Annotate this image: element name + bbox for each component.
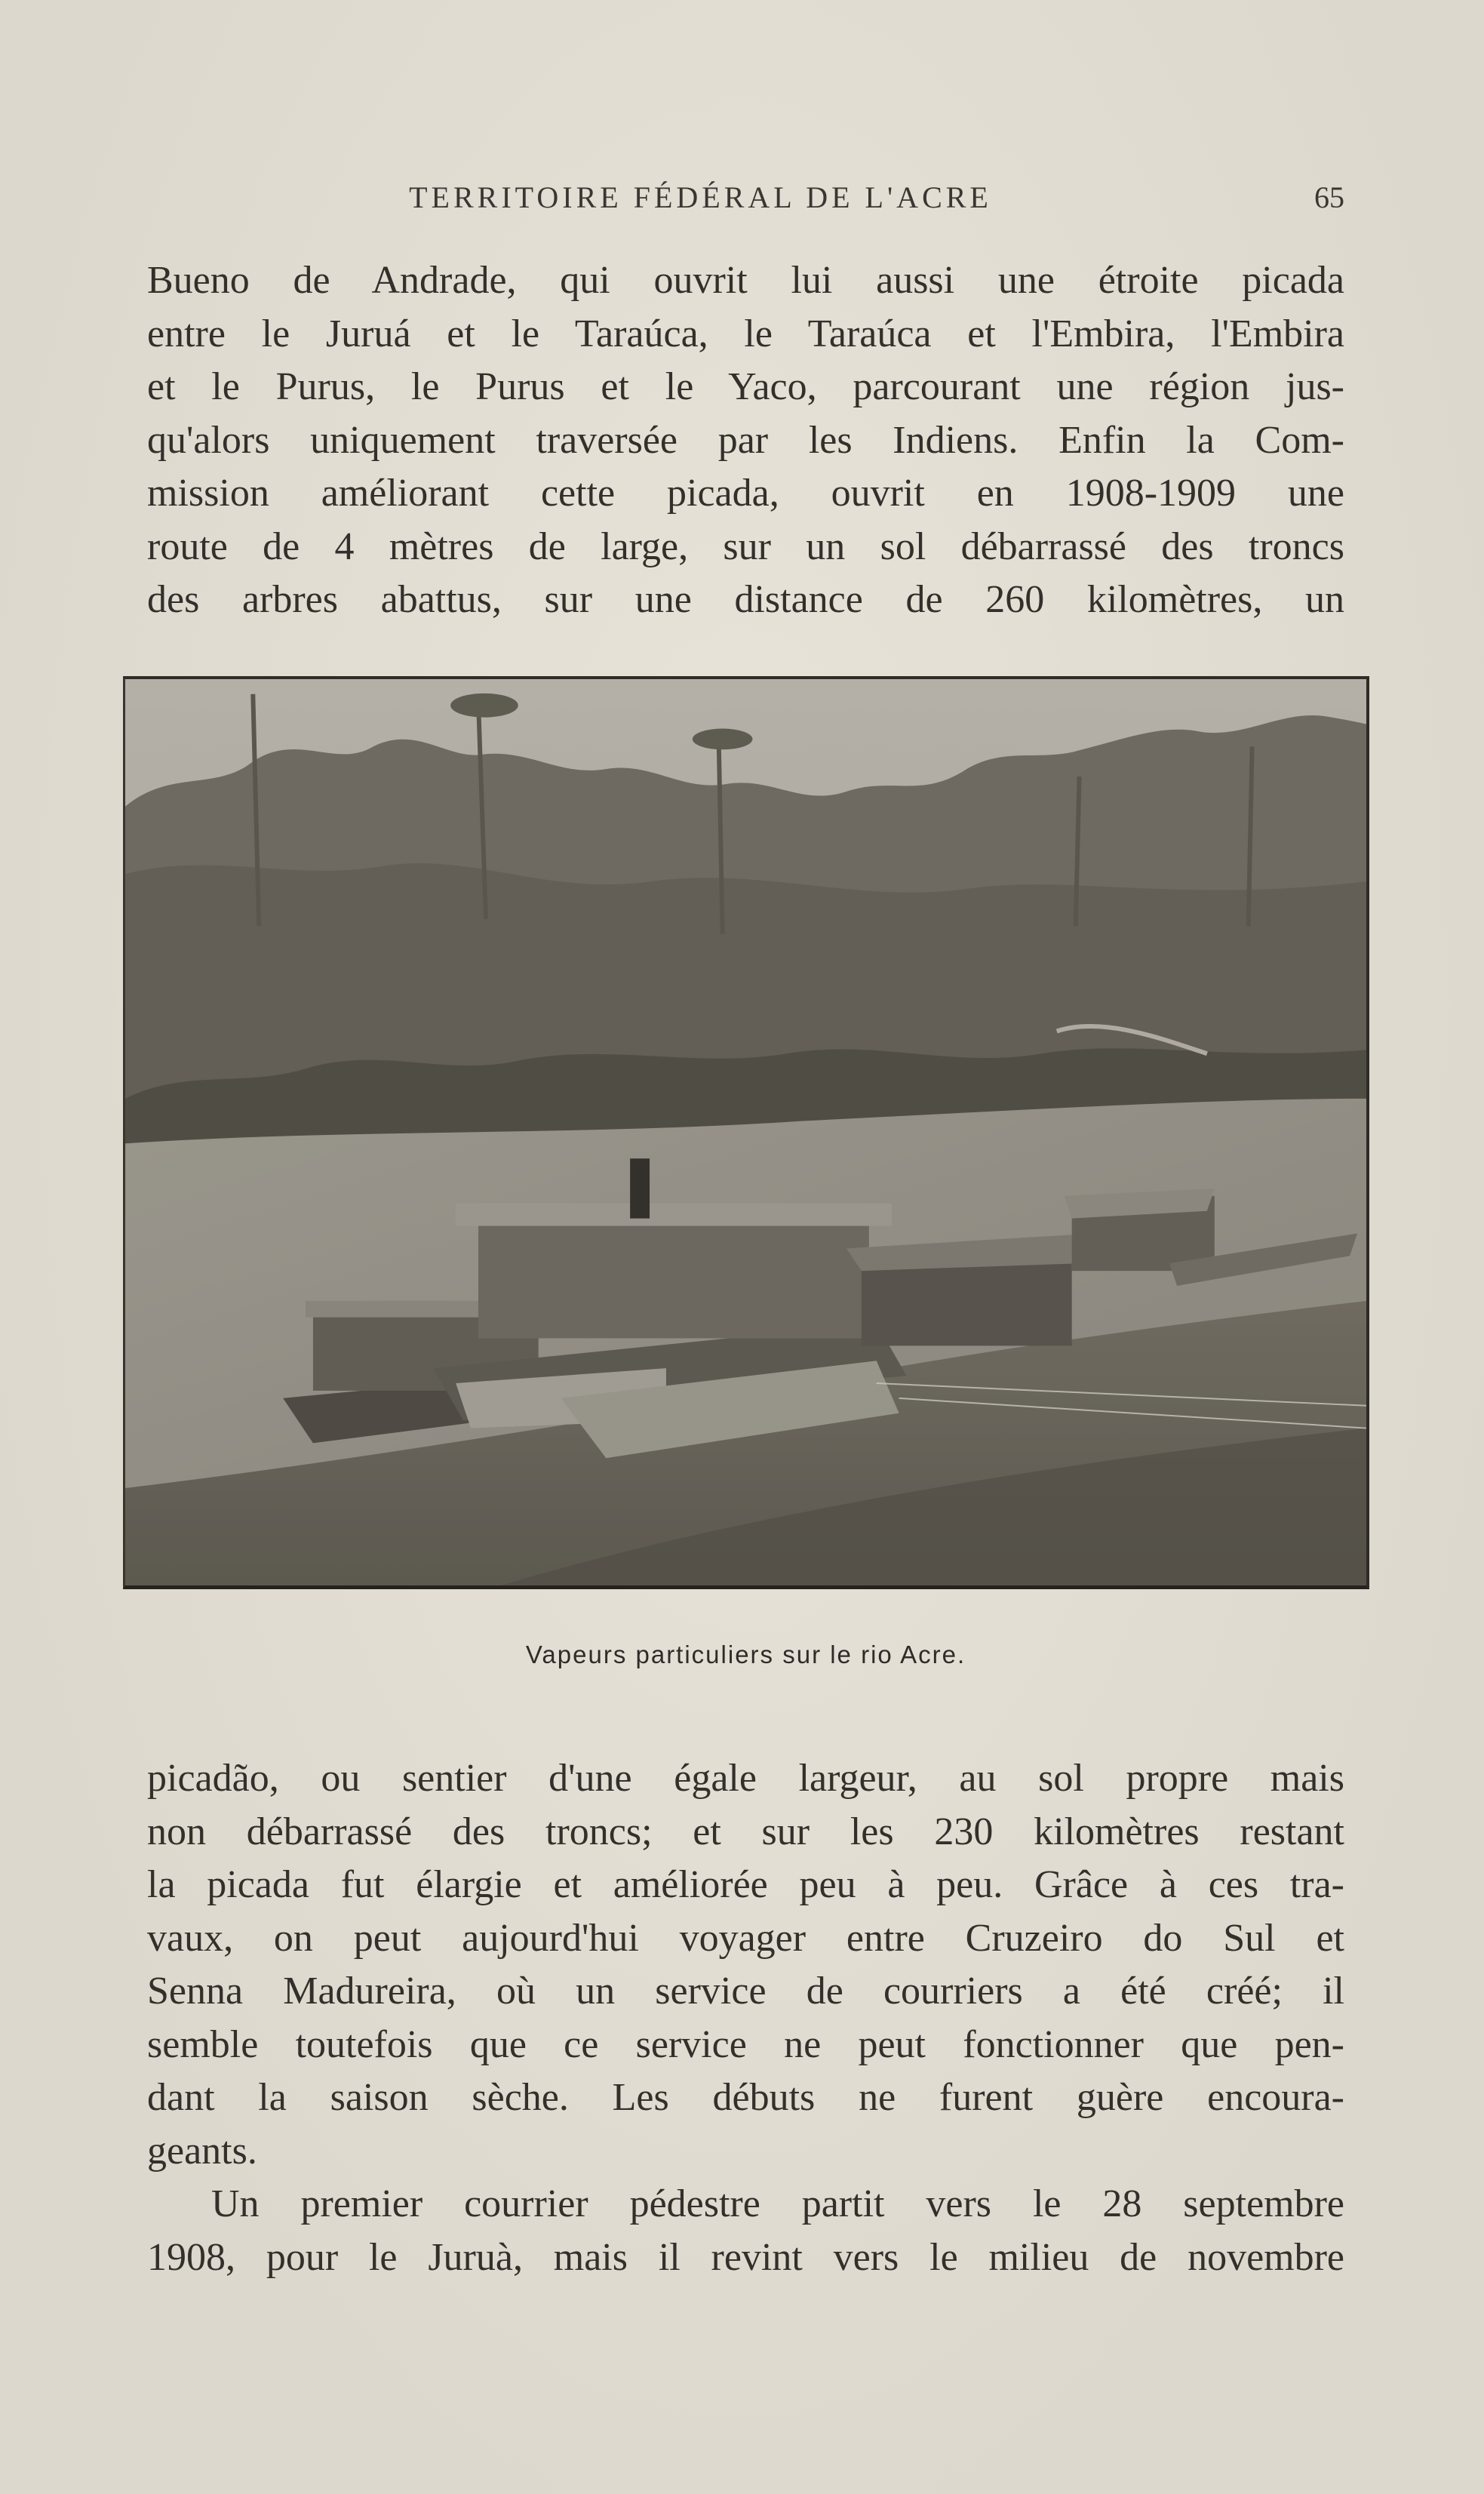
text-line: non débarrassé des troncs; et sur les 230 kilomètres restant xyxy=(147,1810,1344,1853)
text-line: des arbres abattus, sur une distance de 260 kilomètres, un xyxy=(147,578,1344,621)
photograph-illustration xyxy=(125,679,1366,1585)
text-line: 1908, pour le Juruà, mais il revint vers le milieu de novembre xyxy=(147,2235,1344,2279)
text-line: geants. xyxy=(147,2129,257,2173)
text-line: picadão, ou sentier d'une égale largeur, au sol propre mais xyxy=(147,1757,1344,1800)
figure-caption: Vapeurs particuliers sur le rio Acre. xyxy=(525,1641,966,1668)
page-number: 65 xyxy=(1314,180,1344,214)
text-line: Bueno de Andrade, qui ouvrit lui aussi une étroite picada xyxy=(147,259,1344,302)
text-line: route de 4 mètres de large, sur un sol débarrassé des troncs xyxy=(147,524,1344,568)
text-line: Senna Madureira, où un service de courriers a été créé; il xyxy=(147,1970,1344,2013)
text-line: semble toutefois que ce service ne peut fonctionner que pen- xyxy=(147,2022,1344,2066)
text-line: entre le Juruá et le Taraúca, le Taraúca et l'Embira, l'Embira xyxy=(147,312,1344,355)
text-line: vaux, on peut aujourd'hui voyager entre Cruzeiro do Sul et xyxy=(147,1916,1344,1960)
text-line: Un premier courrier pédestre partit vers le 28 septembre xyxy=(211,2182,1344,2225)
river-steamers-photograph xyxy=(123,676,1369,1589)
text-line: la picada fut élargie et améliorée peu à peu. Grâce à ces tra- xyxy=(147,1863,1344,1906)
paragraph-top xyxy=(147,254,1344,627)
text-line: mission améliorant cette picada, ouvrit en 1908-1909 une xyxy=(147,472,1344,515)
text-line: qu'alors uniquement traversée par les Indiens. Enfin la Com- xyxy=(147,418,1344,462)
running-header xyxy=(147,180,1344,225)
running-title: TERRITOIRE FÉDÉRAL DE L'ACRE xyxy=(409,180,992,214)
text-line: dant la saison sèche. Les débuts ne furent guère encoura- xyxy=(147,2076,1344,2119)
paragraph-bottom xyxy=(147,1752,1344,2284)
text-line: et le Purus, le Purus et le Yaco, parcourant une région jus- xyxy=(147,365,1344,408)
